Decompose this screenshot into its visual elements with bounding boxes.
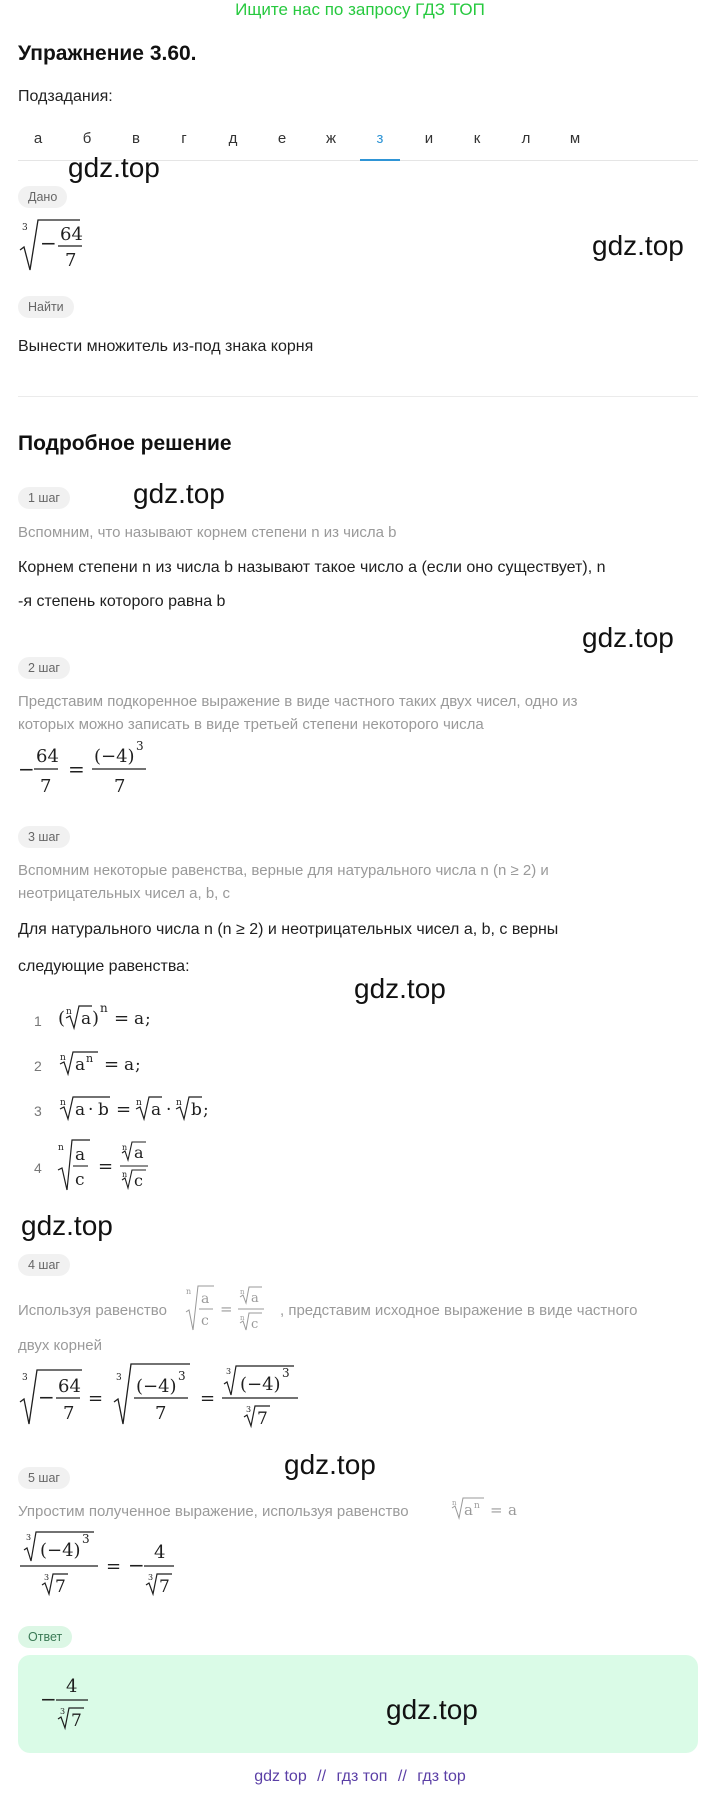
tab-e[interactable]: е [277, 130, 287, 147]
svg-text:(−4): (−4) [94, 746, 135, 767]
step-3-chip: 3 шаг [18, 826, 70, 848]
svg-text:−: − [40, 231, 57, 255]
svg-text:n: n [452, 1499, 457, 1507]
svg-text:3: 3 [246, 1405, 252, 1414]
step-1-text-line1: Корнем степени n из числа b называют такое число a (если оно существует), n [18, 559, 606, 576]
step-3-hint-line1: Вспомним некоторые равенства, верные для натурального числа n (n ≥ 2) и [18, 862, 549, 879]
given-expression [18, 216, 98, 274]
svg-text:c: c [201, 1313, 209, 1329]
page-title: Упражнение 3.60. [18, 42, 197, 65]
svg-text:=: = [200, 1388, 216, 1409]
svg-text:a: a [75, 1145, 86, 1165]
svg-text:a: a [508, 1501, 517, 1519]
svg-text:n: n [136, 1098, 142, 1108]
svg-text:=: = [104, 1054, 120, 1075]
list-number: 1 [34, 1013, 42, 1029]
step-4-hint-line2: двух корней [18, 1337, 102, 1354]
svg-text:3: 3 [282, 1366, 290, 1380]
step-2-equation [18, 740, 158, 800]
watermark: gdz.top [582, 622, 674, 653]
svg-text:(−4): (−4) [136, 1376, 177, 1397]
svg-text:=: = [116, 1099, 132, 1120]
svg-text:(: ( [58, 1008, 66, 1029]
answer-expression [38, 1672, 98, 1736]
svg-text:a: a [134, 1143, 144, 1162]
step-4-equation [18, 1362, 308, 1432]
svg-text:n: n [186, 1287, 192, 1296]
svg-text:3: 3 [44, 1573, 50, 1582]
tab-m[interactable]: м [569, 130, 581, 147]
divider [18, 396, 698, 397]
svg-text:a: a [251, 1291, 259, 1306]
step-1-hint: Вспомним, что называют корнем степени n из числа b [18, 524, 397, 541]
svg-text:=: = [490, 1501, 503, 1519]
step-2-hint-line2: которых можно записать в виде третьей степени некоторого числа [18, 716, 484, 733]
step-1-chip: 1 шаг [18, 487, 70, 509]
svg-text:=: = [106, 1556, 122, 1577]
svg-text:a: a [151, 1100, 162, 1120]
svg-text:−: − [38, 1385, 55, 1409]
svg-text:7: 7 [55, 1577, 66, 1597]
step-2-hint-line1: Представим подкоренное выражение в виде частного таких двух чисел, одно из [18, 693, 578, 710]
svg-text:−: − [40, 1687, 57, 1711]
tab-v[interactable]: в [132, 130, 140, 147]
step-3-text-line2: следующие равенства: [18, 958, 190, 975]
tab-g[interactable]: г [181, 130, 187, 147]
watermark: gdz.top [284, 1449, 376, 1480]
svg-text:=: = [88, 1388, 104, 1409]
svg-text:4: 4 [66, 1676, 78, 1697]
svg-text:3: 3 [148, 1573, 154, 1582]
svg-text:b: b [98, 1100, 109, 1120]
svg-text:c: c [251, 1317, 259, 1332]
svg-text:a: a [464, 1501, 473, 1519]
watermark: gdz.top [21, 1210, 113, 1241]
svg-text:7: 7 [63, 1403, 75, 1424]
svg-text:=: = [114, 1008, 130, 1029]
tab-z[interactable]: з [360, 130, 400, 161]
step-1-text-line2: -я степень которого равна b [18, 593, 226, 610]
step-4-chip: 4 шаг [18, 1254, 70, 1276]
svg-text:64: 64 [36, 746, 59, 767]
identity-4 [58, 1138, 178, 1194]
watermark: gdz.top [133, 478, 225, 509]
svg-text:·: · [166, 1100, 172, 1120]
svg-text:n: n [474, 1501, 480, 1511]
watermark: gdz.top [354, 973, 446, 1004]
step-5-equation [18, 1528, 198, 1608]
tab-l[interactable]: л [521, 130, 531, 147]
svg-text:7: 7 [71, 1711, 82, 1731]
svg-text:7: 7 [65, 250, 77, 271]
step-5-chip: 5 шаг [18, 1467, 70, 1489]
svg-text:a: a [124, 1055, 135, 1075]
svg-text:a: a [81, 1009, 92, 1029]
footer-links [0, 1768, 720, 1786]
svg-text:a: a [75, 1100, 86, 1120]
svg-text:3: 3 [178, 1369, 186, 1383]
tab-i[interactable]: и [424, 130, 434, 147]
svg-text:3: 3 [22, 223, 28, 233]
tab-d[interactable]: д [228, 130, 238, 147]
step-4-hint-line1: Используя равенство [18, 1302, 167, 1319]
svg-text:n: n [240, 1314, 245, 1322]
svg-text:3: 3 [26, 1533, 32, 1542]
answer-chip: Ответ [18, 1626, 72, 1648]
svg-text:7: 7 [257, 1409, 268, 1429]
footer-link[interactable]: гдз top [417, 1768, 466, 1785]
answer-box [18, 1655, 698, 1753]
svg-text:7: 7 [155, 1403, 167, 1424]
list-number: 3 [34, 1103, 42, 1119]
svg-text:3: 3 [116, 1373, 122, 1383]
svg-text:64: 64 [60, 224, 83, 245]
watermark: gdz.top [68, 152, 160, 183]
list-number: 4 [34, 1160, 42, 1176]
svg-text:3: 3 [226, 1367, 232, 1376]
step-4-hint-formula [186, 1284, 276, 1334]
find-text: Вынести множитель из-под знака корня [18, 338, 314, 355]
svg-text:n: n [122, 1170, 128, 1179]
step-4-hint-tail: , представим исходное выражение в виде частного [280, 1302, 638, 1319]
subtasks-label: Подзадания: [18, 88, 113, 105]
svg-text:n: n [60, 1098, 66, 1108]
svg-text:n: n [66, 1007, 72, 1017]
svg-text:=: = [98, 1156, 114, 1177]
svg-text:(−4): (−4) [240, 1374, 281, 1395]
svg-text:3: 3 [82, 1532, 90, 1546]
list-number: 2 [34, 1058, 42, 1074]
given-chip: Дано [18, 186, 67, 208]
svg-text:;: ; [135, 1055, 141, 1075]
svg-text:−: − [18, 757, 35, 781]
svg-text:c: c [75, 1170, 85, 1190]
svg-text:n: n [122, 1143, 128, 1152]
watermark: gdz.top [386, 1694, 478, 1725]
svg-text:): ) [92, 1008, 100, 1029]
svg-text:n: n [176, 1098, 182, 1108]
svg-text:a: a [134, 1009, 145, 1029]
svg-text:7: 7 [159, 1577, 170, 1597]
svg-text:4: 4 [154, 1542, 166, 1563]
svg-text:a: a [75, 1055, 86, 1075]
top-banner[interactable]: Ищите нас по запросу ГДЗ ТОП [235, 0, 485, 19]
svg-text:;: ; [145, 1009, 151, 1029]
svg-text:=: = [220, 1300, 233, 1318]
svg-text:n: n [58, 1143, 64, 1153]
footer-link[interactable]: gdz top [254, 1768, 307, 1785]
svg-text:a: a [201, 1291, 210, 1307]
svg-text:=: = [68, 757, 85, 781]
step-3-text-line1: Для натурального числа n (n ≥ 2) и неотрицательных чисел a, b, c верны [18, 921, 559, 938]
tab-k[interactable]: к [473, 130, 481, 147]
svg-text:64: 64 [58, 1376, 81, 1397]
svg-text:−: − [128, 1553, 145, 1577]
footer-link[interactable]: гдз топ [336, 1768, 388, 1785]
step-2-chip: 2 шаг [18, 657, 70, 679]
tab-a[interactable]: а [33, 130, 43, 147]
svg-text:·: · [88, 1100, 94, 1120]
svg-text:3: 3 [136, 739, 144, 753]
svg-text:n: n [240, 1288, 245, 1296]
svg-text:7: 7 [40, 776, 52, 797]
footer-separator: // [317, 1768, 327, 1785]
watermark: gdz.top [592, 230, 684, 261]
step-3-hint-line2: неотрицательных чисел a, b, c [18, 885, 230, 902]
svg-text:n: n [86, 1052, 94, 1065]
svg-text:3: 3 [22, 1373, 28, 1383]
svg-text:c: c [134, 1171, 143, 1190]
svg-text:;: ; [203, 1100, 209, 1120]
tab-b[interactable]: б [82, 130, 92, 147]
svg-text:n: n [60, 1053, 66, 1063]
step-5-hint: Упростим полученное выражение, используя равенство [18, 1503, 409, 1520]
svg-text:b: b [191, 1100, 202, 1120]
footer-separator: // [397, 1768, 407, 1785]
solution-heading: Подробное решение [18, 432, 232, 455]
svg-text:7: 7 [114, 776, 126, 797]
identity-1 [58, 1002, 178, 1032]
svg-text:3: 3 [60, 1707, 66, 1716]
identity-3 [60, 1093, 240, 1123]
identity-2 [60, 1048, 180, 1078]
find-chip: Найти [18, 296, 74, 318]
svg-text:n: n [100, 1001, 108, 1015]
tab-zh[interactable]: ж [325, 130, 337, 147]
step-5-hint-formula [452, 1496, 532, 1524]
svg-text:(−4): (−4) [40, 1540, 81, 1561]
